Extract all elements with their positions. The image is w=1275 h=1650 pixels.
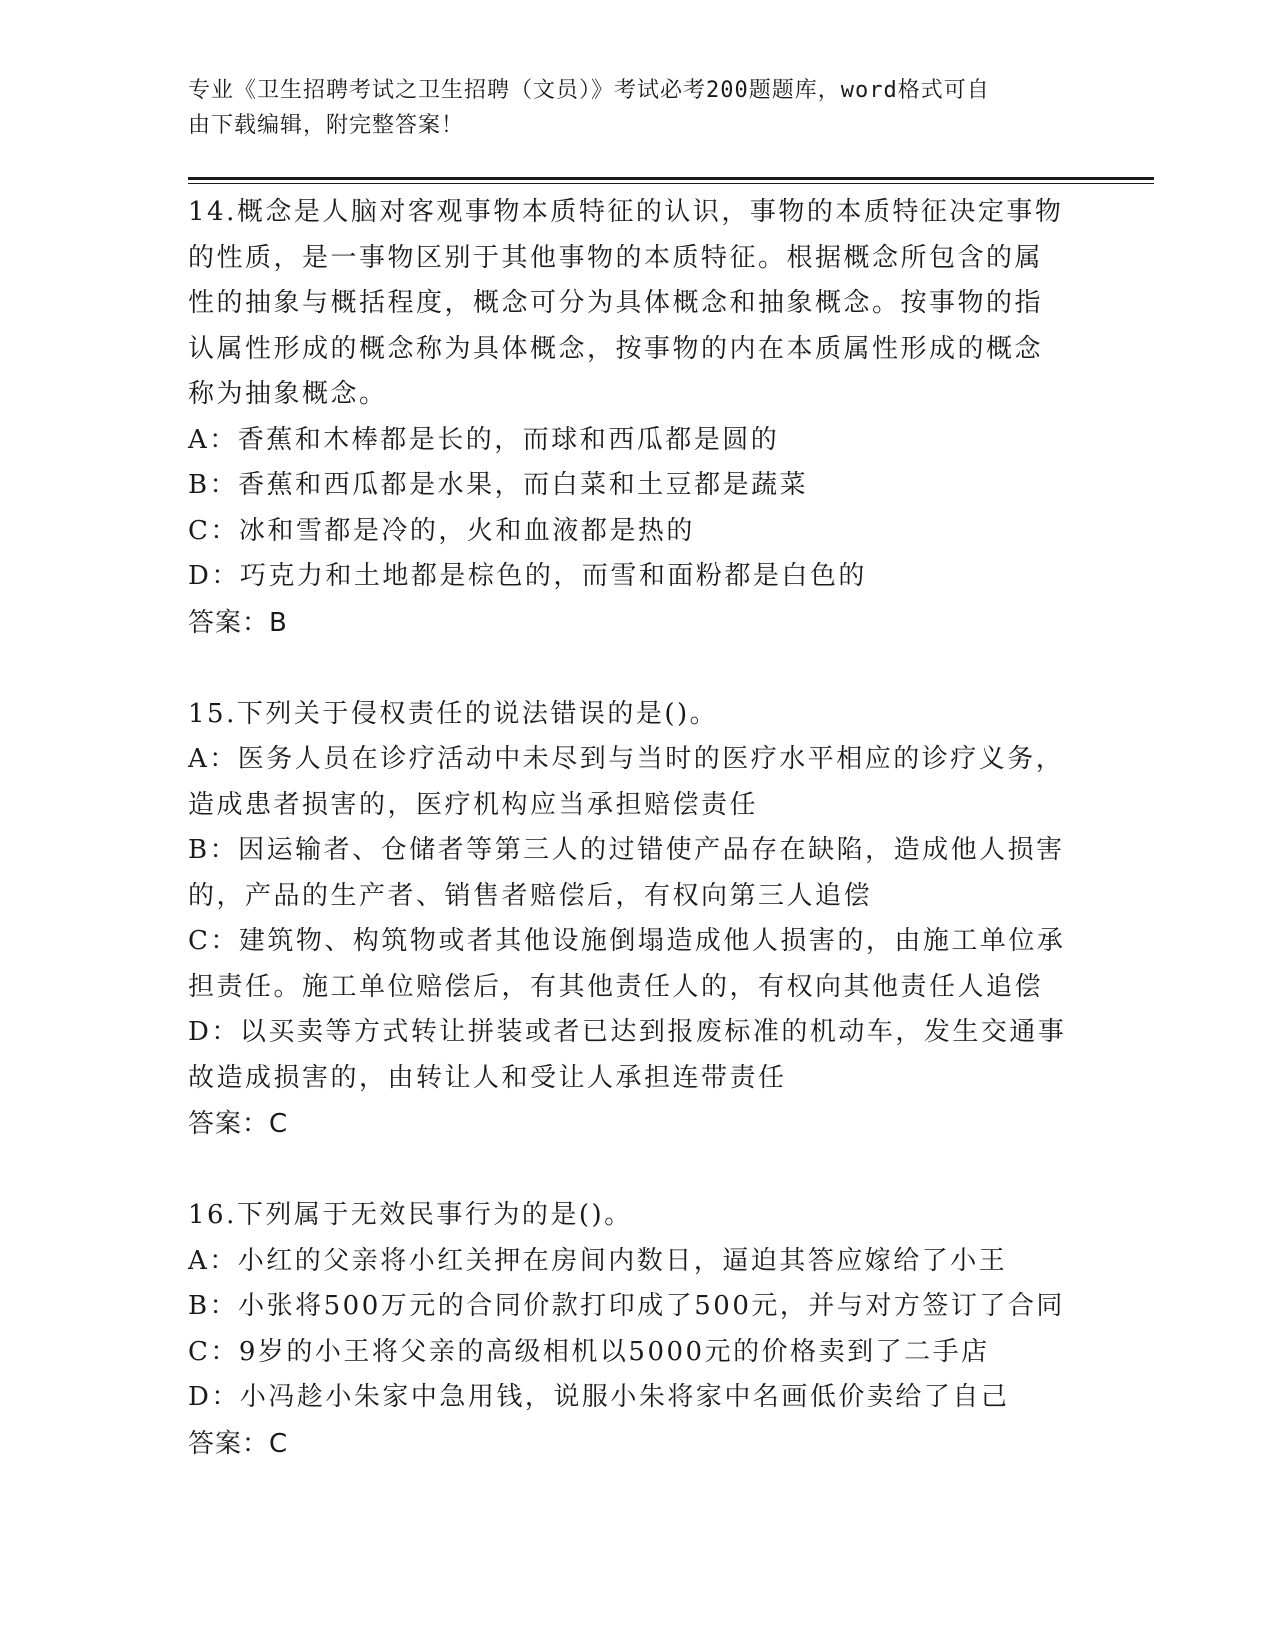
question-list <box>188 190 1098 1513</box>
header-rule-thick <box>188 177 1154 180</box>
option-b: B：香蕉和西瓜都是水果，而白菜和土豆都是蔬菜 <box>188 470 809 500</box>
option-c: C：9岁的小王将父亲的高级相机以5000元的价格卖到了二手店 <box>188 1336 990 1367</box>
option-c: C：冰和雪都是冷的，火和血液都是热的 <box>188 515 695 546</box>
option-b-continued: 的，产品的生产者、销售者赔偿后，有权向第三人追偿 <box>188 880 873 911</box>
option-c: C：建筑物、构筑物或者其他设施倒塌造成他人损害的，由施工单位承 <box>188 926 1066 956</box>
option-b: B：因运输者、仓储者等第三人的过错使产品存在缺陷，造成他人损害 <box>188 835 1065 865</box>
option-d: D：巧克力和土地都是棕色的，而雪和面粉都是白色的 <box>188 561 867 591</box>
option-a: A：医务人员在诊疗活动中未尽到与当时的医疗水平相应的诊疗义务， <box>188 744 1065 774</box>
question-stem-line: 15.下列关于侵权责任的说法错误的是()。 <box>188 698 719 729</box>
option-b: B：小张将500万元的合同价款打印成了500元，并与对方签订了合同 <box>188 1291 1065 1321</box>
question-stem-line: 的性质，是一事物区别于其他事物的本质特征。根据概念所包含的属 <box>188 242 1044 273</box>
document-header <box>188 73 1088 143</box>
answer-line: 答案：C <box>188 1109 289 1139</box>
question-stem-line: 16.下列属于无效民事行为的是()。 <box>188 1200 633 1230</box>
answer-line: 答案：C <box>188 1428 289 1459</box>
option-d: D：以买卖等方式转让拼装或者已达到报废标准的机动车，发生交通事 <box>188 1017 1067 1047</box>
header-line-2: 由下载编辑，附完整答案！ <box>188 113 465 138</box>
question-stem-line: 14.概念是人脑对客观事物本质特征的认识，事物的本质特征决定事物 <box>188 197 1064 227</box>
answer-line: 答案：B <box>188 607 288 638</box>
option-d: D：小冯趁小朱家中急用钱，说服小朱将家中名画低价卖给了自己 <box>188 1382 1010 1412</box>
option-a: A：小红的父亲将小红关押在房间内数日，逼迫其答应嫁给了小王 <box>188 1245 1008 1276</box>
option-c-continued: 担责任。施工单位赔偿后，有其他责任人的，有权向其他责任人追偿 <box>188 971 1044 1002</box>
header-rule-thin <box>188 183 1154 184</box>
option-a-continued: 造成患者损害的，医疗机构应当承担赔偿责任 <box>188 789 759 820</box>
header-line-1: 专业《卫生招聘考试之卫生招聘（文员）》考试必考200题题库，word格式可自 <box>188 78 990 103</box>
question-stem-line: 认属性形成的概念称为具体概念，按事物的内在本质属性形成的概念 <box>188 333 1044 364</box>
question-stem-line: 性的抽象与概括程度，概念可分为具体概念和抽象概念。按事物的指 <box>188 288 1044 318</box>
option-d-continued: 故造成损害的，由转让人和受让人承担连带责任 <box>188 1062 787 1093</box>
question-15 <box>188 692 1098 1148</box>
option-a: A：香蕉和木棒都是长的，而球和西瓜都是圆的 <box>188 424 780 455</box>
question-16 <box>188 1193 1098 1467</box>
question-14 <box>188 190 1098 646</box>
question-stem-line: 称为抽象概念。 <box>188 379 388 409</box>
